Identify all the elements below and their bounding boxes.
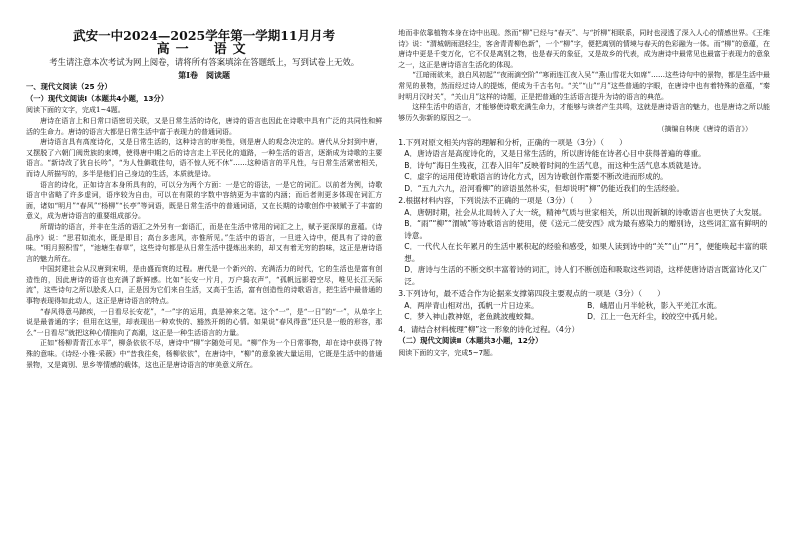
question-1: [398, 137, 770, 195]
exam-title: 武安一中2024—2025学年第一学期11月月考: [73, 28, 336, 43]
answer-option-row: [398, 311, 770, 323]
passage-paragraph: “春风得意马蹄疾，一日看尽长安花”，“一”字的运用，真是神来之笔。这个“一”，是“一日”的“一”，从单字上说是最普通的字；但用在这里，却表现出一种欢快的、豁然开朗的心情。如果说“春风得意”还只是一般的形容，那么“一日看尽”就把这种心情推向了高潮，这正是一种生活语言的力量。: [26, 307, 383, 337]
left-column: [26, 28, 382, 550]
exam-subtitle: 高一 语文: [156, 42, 252, 57]
answer-option: D．江上一色无纤尘，皎皎空中孤月轮。: [587, 312, 723, 322]
passage-paragraph: 中国封建社会从汉唐到宋明，是由盛而衰的过程。唐代是一个新兴的、充满活力的时代，它的生活也是富有创造性的，因此唐诗的语言也充满了新鲜感。比如“长安一片月，万户捣衣声”，“孤帆远影碧空尽，唯见长江天际流”，这些诗句之所以脍炙人口，正是因为它们来自生活，又高于生活，富有创造性的诗歌语言，把生活中最普通的事物表现得如此动人，这正是唐诗语言的特点。: [26, 265, 383, 306]
question-stem: 2.根据材料内容，下列说法不正确的一项是（3分）（ ）: [398, 196, 597, 206]
part-heading: 第Ⅰ卷 阅读题: [178, 69, 231, 80]
answer-option: D．唐诗与生活的不断交织丰富着诗的词汇，诗人们不断创造和吸取这些词语，这样使唐诗语言既富诗化又广泛。: [404, 265, 768, 286]
answer-option: A．唐朝时期，社会从北局转入了大一统，精神气质与世家相关，所以出现新颖的诗歌语言也更快了大发展。: [404, 207, 767, 217]
passage-paragraph: “江暗雨欲来，浪白风初起”“夜雨滴空阶”“寒雨连江夜入吴”“燕山雪花大如席”……这些诗句中的景物，都是生活中最常见的景物，然而经过诗人的提炼，便成为千古名句。“关”“山”“月”这些普通的字眼，在唐诗中也有着特殊的意蕴，“秦时明月汉时关”，“关山月”这样的诗题，正是把普通的生活语言提升为诗的语言的典范。: [398, 71, 770, 101]
passage-paragraph: 正如“杨柳青青江水平”，柳条依依不尽，唐诗中“柳”字随处可见。“柳”作为一个日常事物，却在诗中获得了特殊的意味。《诗经·小雅·采薇》中“昔我往矣，杨柳依依”，在唐诗中，“柳”的意象被大量运用，它既是生活中的普通景物，又是离别、思乡等情感的载体，这也正是唐诗语言的审美意义所在。: [26, 339, 383, 369]
answer-option: A．两岸青山相对出，孤帆一片日边来。: [404, 300, 539, 310]
answer-option: B．“雨”“柳”“渭城”等诗歌语言的使用，使《送元二使安西》成为最有感染力的赠别诗，这些词汇富有鲜明的诗意。: [404, 219, 768, 240]
reading-instruction: 阅读下面的文字，完成1~4题。: [26, 106, 125, 115]
right-column: [398, 28, 770, 550]
question-4: [398, 324, 770, 336]
answer-option: A．唐诗语言是高度诗化的，又是日常生活的，所以唐诗能在诗者心目中获得普遍的尊重。: [404, 149, 706, 159]
passage-paragraph: 这样生活中的语言，才能够使诗歌充满生命力，才能够与读者产生共鸣，这就是唐诗语言的魅力，也是唐诗之所以能够历久弥新的原因之一。: [398, 103, 770, 122]
answer-option: C．梦入神山教神妪，老鱼跳波瘦蛟舞。: [404, 312, 539, 322]
answer-option: B．峨眉山月半轮秋，影入平羌江水流。: [587, 300, 722, 310]
question-stem: 1.下列对原文相关内容的理解和分析，正确的一项是（3分）（ ）: [398, 137, 627, 147]
subsection-heading: （二）现代文阅读Ⅱ（本题共3小题，12分）: [398, 336, 543, 346]
answer-option: B．诗句“海日生残夜，江春入旧年”反映着时间的生活气息，而这种生活气息本质就是诗。: [404, 160, 706, 170]
passage-paragraph: 唐诗语言具有高度诗化，又是日常生活的，这种诗言的审美性，则是唐人的观念决定的。唐代从分封到中唐，又摆脱了六朝门阀贵族的束缚，使得唐中期之后的诗言走上平民化的道路，一种生活的语言，逐渐成为诗歌的主要语言。“新诗改了犹自长吟”，“为人性僻耽佳句，语不惊人死不休”……这种语言的平凡性，与日常生活紧密相关，而诗人所描写的，多半是他们自己身边的生活，本质就是诗。: [26, 138, 383, 178]
question-2: [398, 195, 770, 287]
answer-option: C．虚字的运用使诗歌语言的诗化方式，因为诗歌创作需要不断改进而形成的。: [404, 172, 668, 182]
passage-paragraph: 唐诗在语言上和日常口语密切关联，又是日常生活的诗化，唐诗的语言也因此在诗歌中具有广泛的共同性和鲜活的生命力。唐诗的语言大都是日常生活中富于表现力的普通词语。: [26, 116, 383, 136]
passage-paragraph: 地而非依靠植物本身在诗中出现。然而“柳”已经与“春天”、与“折柳”相联系，同时也浸透了深入人心的情感世界。《王维诗》说：“渭城朝雨浥轻尘，客舍青青柳色新”，一个“柳”字，便把离别的情境与春天的色彩融为一体。而“柳”的意蕴，在唐诗中更是千变万化，它不仅是离别之物，也是春天的象征，又是故乡的代表，成为唐诗中最常见也最富于表现力的意象之一，这正是唐诗语言生活化的体现。: [398, 29, 770, 69]
passage-paragraph: 所谓诗的语言，并非在生活的语汇之外另有一套语汇，而是在生活中常用的词汇之上，赋予更深厚的意蕴。《诗品序》说：“思君如流水，既是即目；高台多悲风，亦惟所见。”生活中的语言，一旦进入诗中，便具有了诗的意味。“明月照积雪”，“池塘生春草”，这些诗句都是从日常生活中提炼出来的，却又有着无穷的韵味，这正是唐诗语言的魅力所在。: [26, 222, 383, 263]
question-3: [398, 288, 770, 323]
reading-instruction: 阅读下面的文字，完成5~7题。: [398, 349, 498, 358]
answer-option-row: [398, 300, 770, 312]
passage-source: （摘编自林庚《唐诗的语言》）: [657, 125, 752, 134]
question-stem: 3.下列诗句，最不适合作为论据来支撑第四段主要观点的一项是（3分）（ ）: [398, 289, 665, 299]
answer-option: C．一代代人在长年累月的生活中累积起的经验和感受，如果人读到诗中的“关”“山”“月”，便能唤起丰富的联想。: [404, 242, 768, 263]
answer-option: D．“五九六九，沿河看柳”的谚语虽然朴实，但却说明“柳”仍能近我们的生活经验。: [404, 183, 685, 193]
exam-notice: 考生请注意本次考试为网上阅卷，请将所有答案填涂在答题纸上，写到试卷上无效。: [49, 56, 360, 67]
passage-paragraph: 语言的诗化，正如诗言本身所具有的，可以分为两个方面：一是它的语法，一是它的词汇。以前者为例，诗歌语言中省略了许多虚词，语序较为自由，可以在有限的字数中容纳更为丰富的内涵；而后者则更多体现在词汇方面，诸如“明月”“春风”“杨柳”“长亭”等词语，既是日常生活中的普通词语，又在长期的诗歌创作中被赋予了丰富的意义，成为唐诗语言的重要组成部分。: [26, 180, 383, 221]
section-heading: 一、现代文阅读（25 分）: [26, 82, 112, 92]
question-stem: 4．请结合材料梳理“柳”这一形象的诗化过程。（4分）: [398, 324, 580, 334]
subsection-heading: （一）现代文阅读Ⅰ（本题共4小题，13分）: [26, 93, 168, 103]
